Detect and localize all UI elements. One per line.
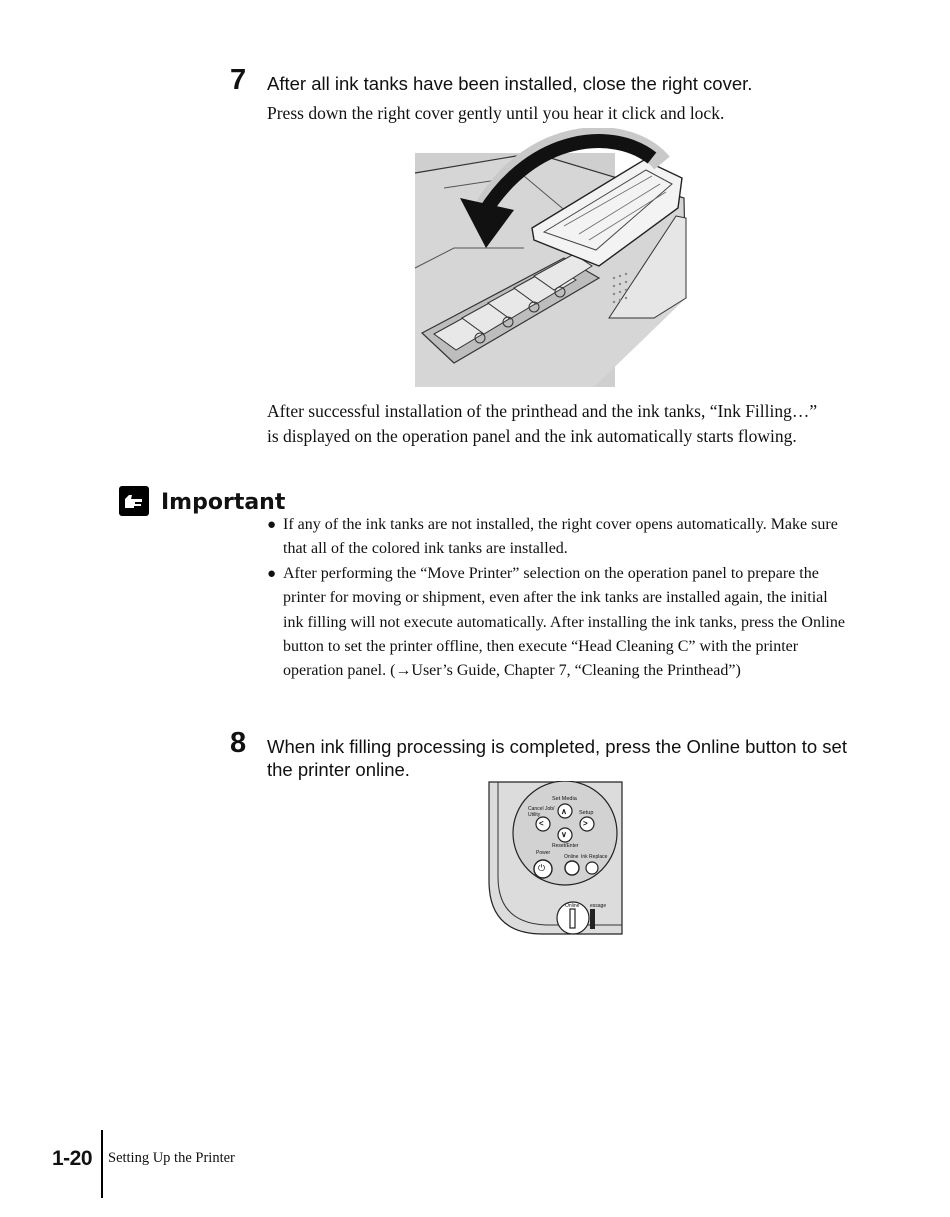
important-list — [267, 513, 847, 684]
utility-label: Utility — [528, 812, 541, 818]
left-arrow-icon: < — [539, 819, 544, 828]
step-7-heading: After all ink tanks have been installed, close the right cover. — [267, 73, 753, 94]
page-number: 1-20 — [52, 1147, 93, 1170]
setup-label: Setup — [579, 810, 594, 816]
reset-enter-label: Reset/Enter — [552, 843, 579, 849]
footer-divider — [101, 1130, 103, 1198]
pointing-hand-icon — [119, 486, 149, 516]
ink-replace-label: Ink Replace — [581, 854, 608, 860]
printer-cover-illustration — [414, 128, 690, 388]
set-media-label: Set Media — [552, 796, 577, 802]
important-bullet-text: After performing the “Move Printer” selection on the operation panel to prepare the printer for moving or shipment, even after the ink tanks are installed again, the initial ink filling will not execute automatically. After installing the ink tanks, press the Online button to set the printer offline, then execute “Head Cleaning C” with the printer operation panel. (→User’s Guide, Chapter 7, “Cleaning the Printhead”) — [283, 564, 845, 680]
important-bullet — [267, 562, 847, 684]
up-arrow-icon: ∧ — [561, 807, 567, 816]
bullet-dot-icon: ● — [267, 565, 277, 582]
step-7-instruction: Press down the right cover gently until you hear it click and lock. — [267, 103, 725, 123]
online-lower-label: Online — [565, 903, 580, 909]
down-arrow-icon: ∨ — [561, 830, 567, 839]
important-bullet-text: If any of the ink tanks are not installed, the right cover opens automatically. Make sure that all of the colored ink tanks are installed. — [283, 516, 838, 558]
power-label: Power — [536, 850, 551, 856]
important-heading: Important — [161, 490, 286, 515]
step-8-number: 8 — [230, 727, 247, 759]
step-7-number: 7 — [230, 64, 247, 96]
important-bullet — [267, 513, 847, 562]
bullet-dot-icon: ● — [267, 517, 277, 533]
cancel-job-label: Cancel Job/ — [528, 806, 555, 812]
ink-filling-description: After successful installation of the printhead and the ink tanks, “Ink Filling…” is displayed on the operation panel and the ink automatically starts flowing. — [267, 401, 818, 446]
operation-panel-illustration — [488, 781, 623, 936]
step-8-heading: When ink filling processing is completed, press the Online button to set the printer online. — [267, 736, 847, 780]
power-icon: ⏻ — [538, 863, 546, 873]
online-label: Online — [564, 854, 579, 860]
message-label: essage — [590, 903, 607, 909]
right-arrow-icon: > — [583, 819, 588, 828]
footer-section-title: Setting Up the Printer — [108, 1150, 235, 1166]
